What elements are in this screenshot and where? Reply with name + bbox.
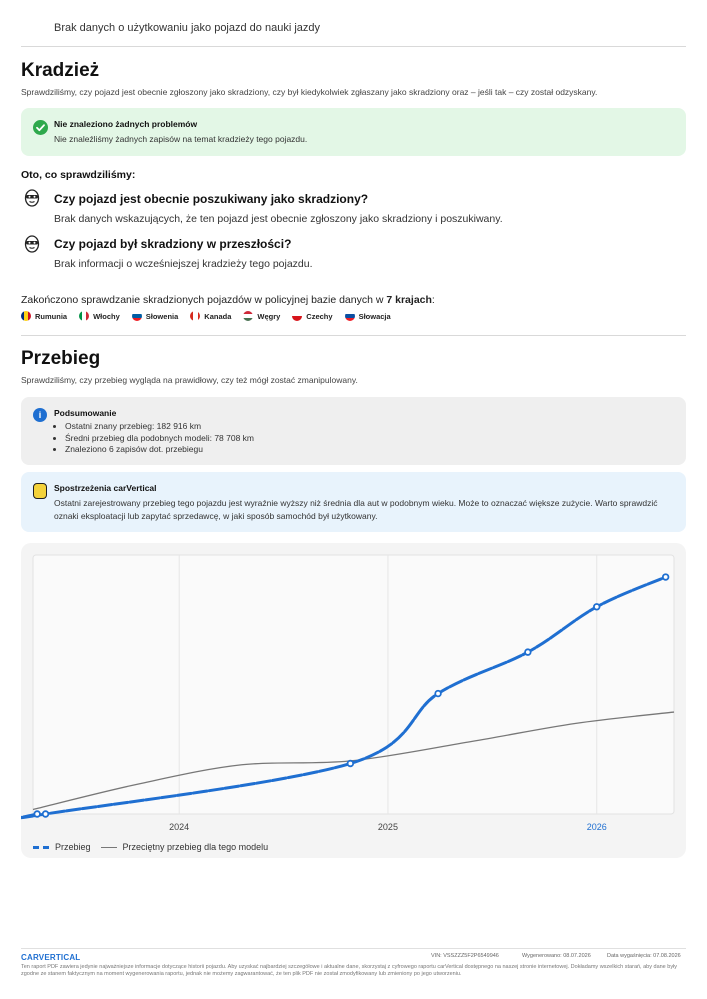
lightbulb-icon [33, 483, 47, 499]
theft-result-box [21, 108, 686, 156]
mileage-chart-card [21, 543, 686, 858]
mileage-point [663, 574, 669, 580]
footer-divider [21, 948, 686, 949]
answer-current-theft: Brak danych wskazujących, że ten pojazd jest obecnie zgłoszony jako skradziony i poszukiwany. [54, 213, 503, 225]
country-slovakia: Słowacja [345, 311, 391, 321]
mileage-point [348, 761, 354, 767]
footer-generated: Wygenerowano: 08.07.2026 [522, 953, 591, 959]
mileage-summary-box [21, 397, 686, 465]
footer-disclaimer: Ten raport PDF zawiera jedynie najważniejsze informacje dotyczące historii pojazdu. Aby uzyskać najbardziej szczegółowe i aktualne dane, skorzystaj z cyfrowego raportu carVertical dostępnego na naszej stronie internetowej. Dokładamy wszelkich starań, aby dane były zgodne ze stanem faktycznym na moment wygenerowania raportu, jednak nie możemy zagwarantować, że ten plik PDF nie został zmodyfikowany lub zmieniony po jego utworzeniu. [21, 964, 678, 977]
theft-result-title: Nie znaleziono żadnych problemów [54, 119, 198, 129]
summary-list [65, 421, 254, 456]
hungary-flag-icon [243, 311, 253, 321]
insight-text: Ostatni zarejestrowany przebieg tego pojazdu jest wyraźnie wyższy niż średnia dla aut w podobnym wieku. Może to oznaczać większe zużycie. Warto sprawdzić oznaki eksploatacji lub zapytać sprzedawcę, w jaki sposób samochód był użytkowany. [54, 498, 658, 521]
insight-box [21, 472, 686, 532]
summary-title: Podsumowanie [54, 408, 117, 418]
legend-item-average: Przeciętny przebieg dla tego modelu [101, 842, 269, 852]
carvertical-logo: CARVERTICAL [21, 953, 81, 962]
x-tick-label: 2024 [169, 822, 190, 832]
country-canada: Kanada [190, 311, 231, 321]
slovakia-flag-icon [345, 311, 355, 321]
answer-past-theft: Brak informacji o wcześniejszej kradzieży tego pojazdu. [54, 258, 313, 270]
country-slovenia: Słowenia [132, 311, 179, 321]
legend-swatch-mileage [33, 846, 49, 849]
question-current-theft: Czy pojazd jest obecnie poszukiwany jako skradziony? [54, 192, 369, 206]
mileage-point [43, 811, 49, 817]
section-divider [21, 46, 686, 47]
romania-flag-icon [21, 311, 31, 321]
mileage-point [435, 691, 441, 697]
country-hungary: Węgry [243, 311, 280, 321]
summary-item: • Znaleziono 6 zapisów dot. przebiegu [65, 444, 254, 456]
mileage-section-subtitle: Sprawdziliśmy, czy przebieg wygląda na prawidłowy, czy też mógł zostać zmanipulowany. [21, 375, 358, 385]
check-circle-icon [33, 120, 48, 135]
theft-section-title: Kradzież [21, 60, 100, 81]
x-tick-label: 2025 [377, 822, 398, 832]
mileage-point [525, 649, 531, 655]
x-tick-label: 2026 [586, 822, 607, 832]
czechia-flag-icon [292, 311, 302, 321]
police-database-text: Zakończono sprawdzanie skradzionych pojazdów w policyjnej bazie danych w 7 krajach: [21, 294, 435, 306]
mileage-point [34, 811, 40, 817]
section-divider [21, 335, 686, 336]
legend-item-mileage: Przebieg [33, 842, 91, 852]
italy-flag-icon [79, 311, 89, 321]
theft-result-text: Nie znaleźliśmy żadnych zapisów na temat kradzieży tego pojazdu. [54, 134, 308, 144]
footer-vin: VIN: VSSZZZ5F2P6549946 [431, 953, 499, 959]
canada-flag-icon [190, 311, 200, 321]
driving-school-status-text: Brak danych o użytkowaniu jako pojazd do nauki jazdy [54, 22, 320, 34]
mileage-chart [21, 543, 686, 838]
country-czechia: Czechy [292, 311, 332, 321]
summary-item: • Ostatni znany przebieg: 182 916 km [65, 421, 254, 433]
mileage-section-title: Przebieg [21, 348, 101, 369]
country-romania: Rumunia [21, 311, 67, 321]
summary-item: • Średni przebieg dla podobnych modeli: 78 708 km [65, 433, 254, 445]
legend-swatch-average [101, 847, 117, 848]
insight-title: Spostrzeżenia carVertical [54, 483, 157, 493]
chart-legend [33, 842, 278, 852]
country-list [21, 311, 403, 321]
mileage-point [594, 604, 600, 610]
info-icon: i [33, 408, 47, 422]
question-past-theft: Czy pojazd był skradziony w przeszłości? [54, 237, 292, 251]
plot-area [33, 555, 674, 814]
thief-icon [24, 189, 40, 207]
checked-label: Oto, co sprawdziliśmy: [21, 169, 136, 181]
country-italy: Włochy [79, 311, 120, 321]
thief-icon [24, 235, 40, 253]
footer-expiry: Data wygaśnięcia: 07.08.2026 [607, 953, 681, 959]
theft-section-subtitle: Sprawdziliśmy, czy pojazd jest obecnie zgłoszony jako skradziony, czy był kiedykolwiek zgłaszany jako skradziony oraz – jeśli tak – czy został odzyskany. [21, 87, 598, 97]
slovenia-flag-icon [132, 311, 142, 321]
